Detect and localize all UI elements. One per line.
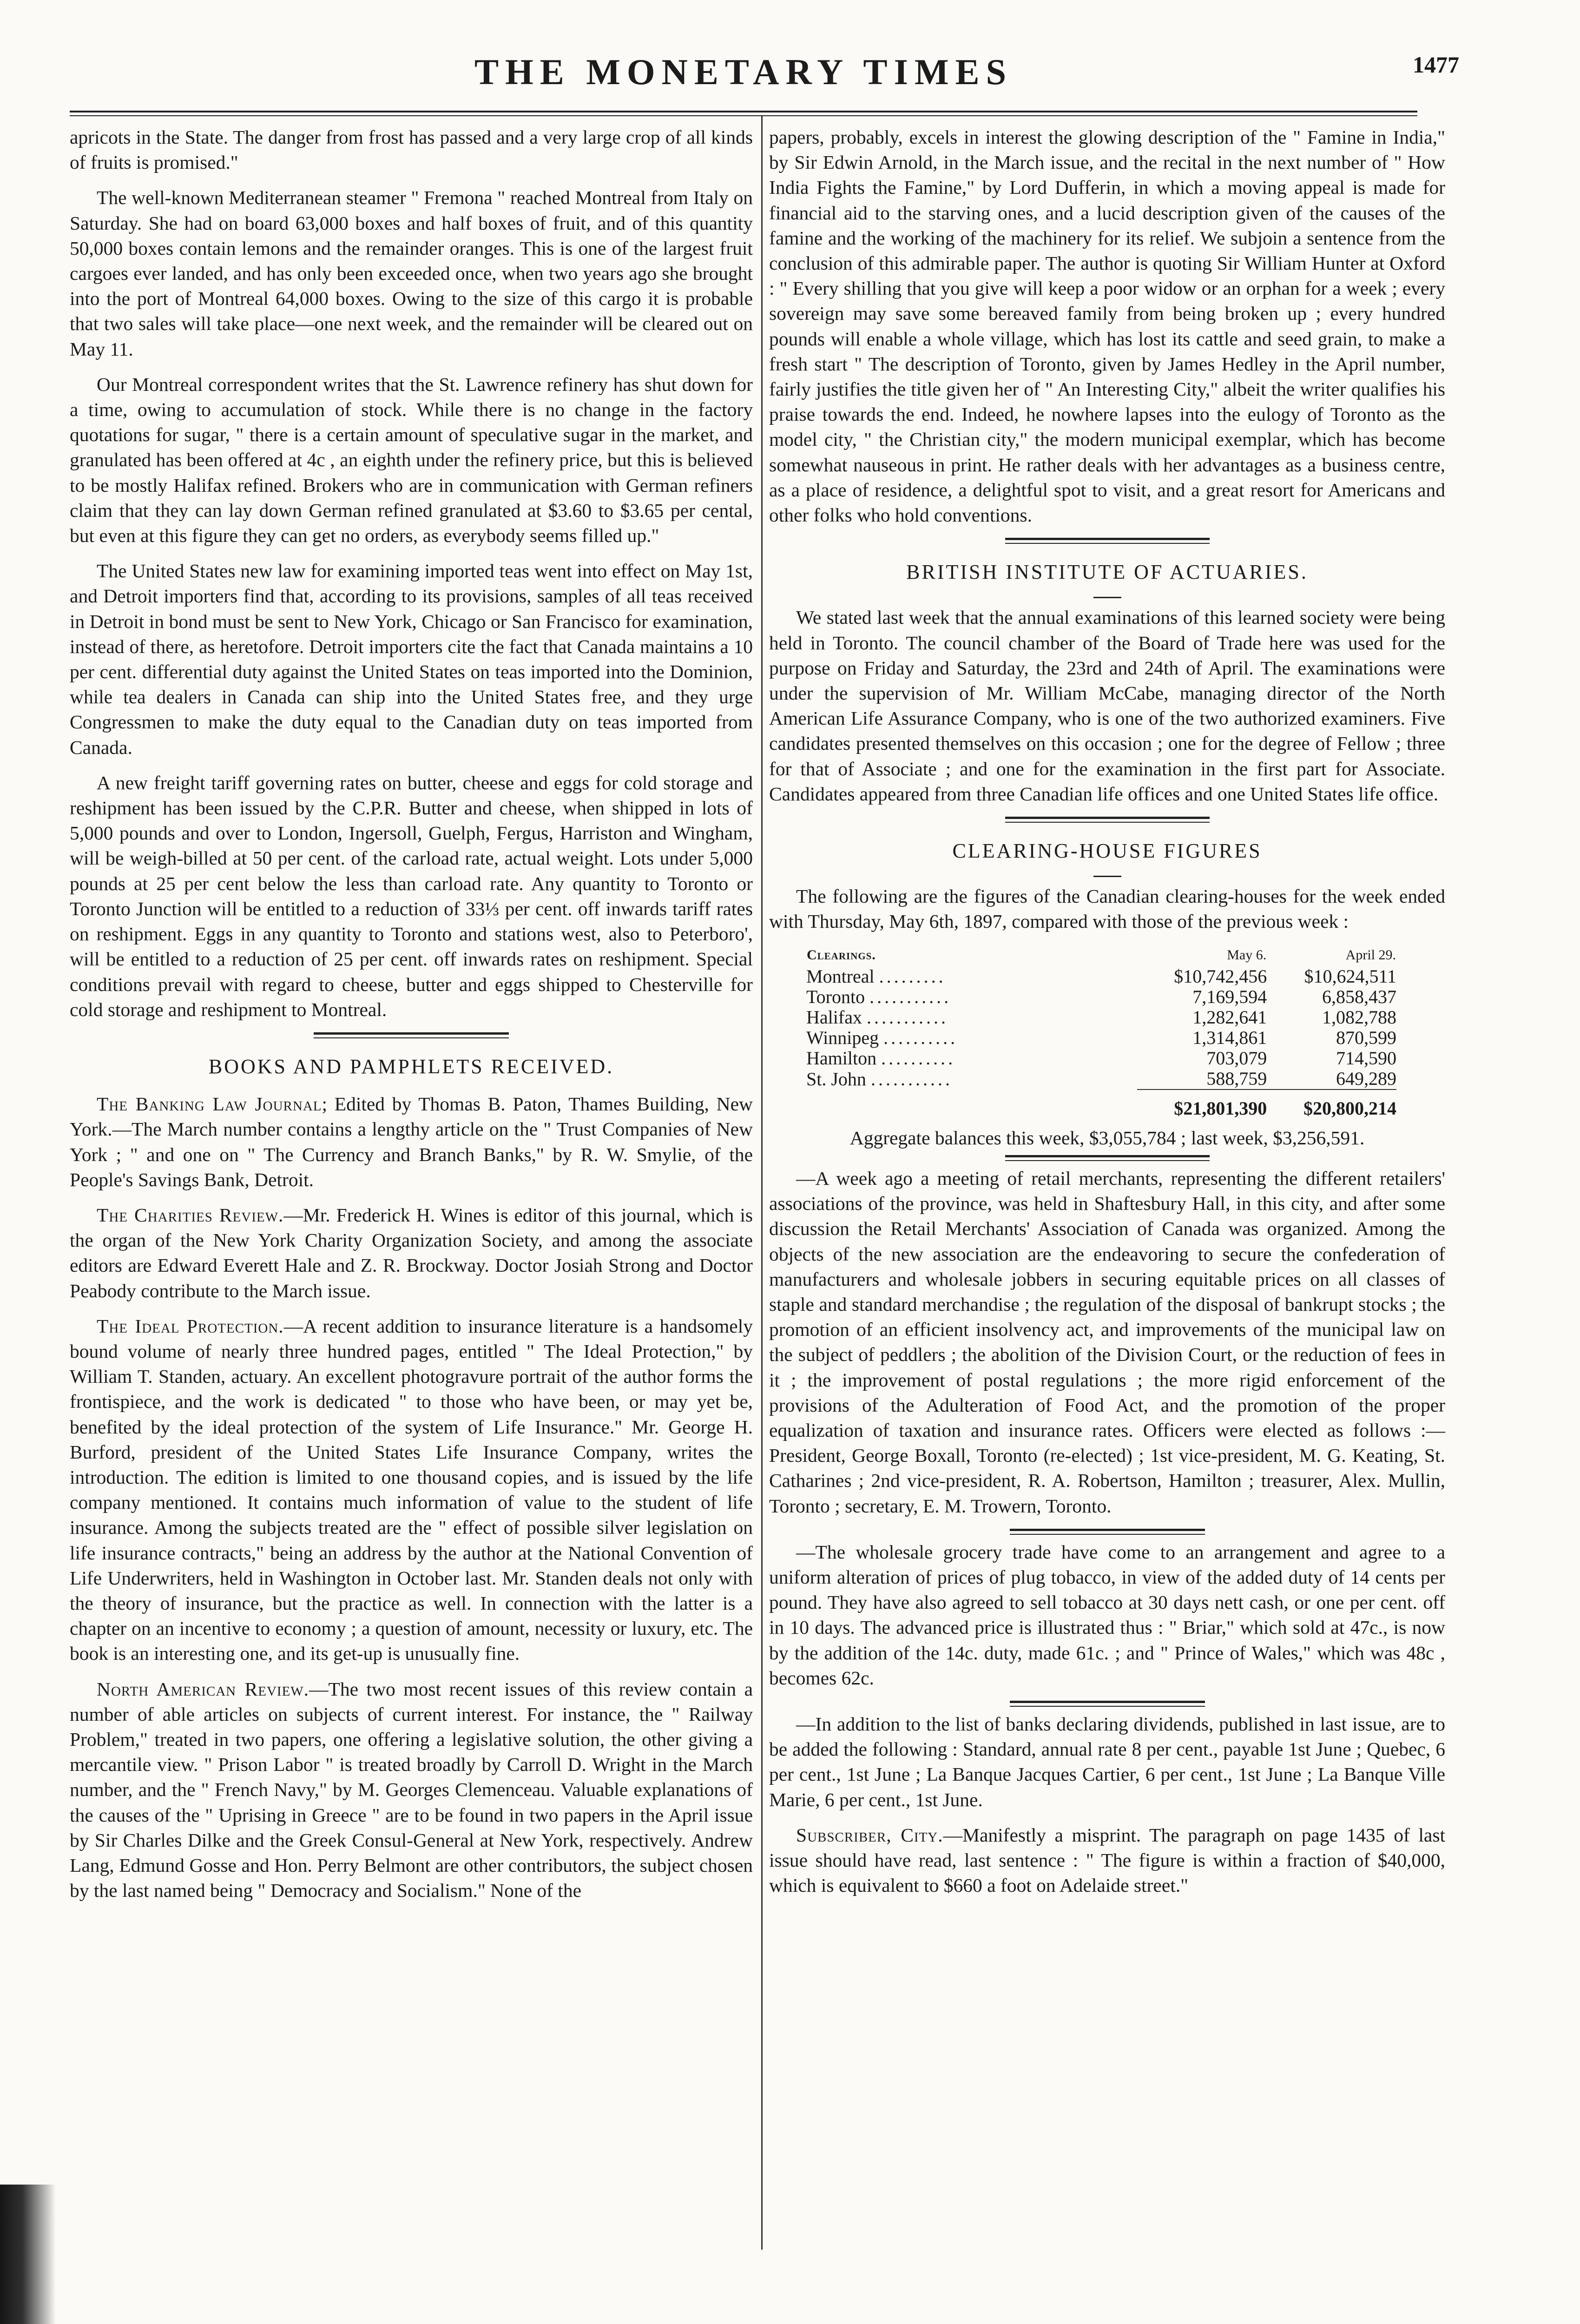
city-name: St. John — [806, 1068, 866, 1089]
masthead — [70, 51, 1459, 102]
april-value: $10,624,511 — [1304, 965, 1396, 987]
city-name: Hamilton — [806, 1048, 877, 1069]
book-title: The Banking Law Journal — [97, 1093, 322, 1115]
banks-paragraph: —In addition to the list of banks declaring dividends, published in last issue, are to be added the following : Standard, annual rate 8 per cent., payable 1st June ; Quebec, 6 per cent., 1st June ; La Banque Jacques Cartier, 6 per cent., 1st June ; La Banque Ville Marie, 6 per cent., 1st June. — [769, 1713, 1445, 1810]
may-value: 588,759 — [1137, 1069, 1267, 1089]
clearing-intro: The following are the figures of the Canadian clearing-houses for the week ended with Thursday, May 6th, 1897, compared with those of the previous week : — [769, 885, 1445, 932]
may-value: 703,079 — [1206, 1047, 1267, 1069]
section-rule — [1010, 1529, 1205, 1535]
table-row: Halifax ........... 1,282,641 1,082,788 — [806, 1006, 1396, 1028]
table-row: Toronto ........... 7,169,594 6,858,437 — [806, 986, 1396, 1007]
books-heading: BOOKS AND PAMPHLETS RECEIVED. — [208, 1055, 614, 1078]
april-value: 649,289 — [1267, 1069, 1396, 1089]
masthead-title: THE MONETARY TIMES — [474, 52, 1013, 92]
fremona-paragraph: The well-known Mediterranean steamer " Fremona " reached Montreal from Italy on Saturday. She had on board 63,000 boxes and half boxes of fruit, and of this quantity 50,000 boxes contain lemons and the remainder oranges. This is one of the largest fruit cargoes ever landed, and has only been exceeded once, when two years ago she brought into the port of Montreal 64,000 boxes. Owing to the size of this cargo it is probable that two sales will take place—one next week, and the remainder will be cleared out on May 11. — [70, 187, 753, 360]
subscriber-label: Subscriber, City. — [796, 1824, 943, 1846]
actuaries-heading: BRITISH INSTITUTE OF ACTUARIES. — [906, 561, 1308, 584]
total-may: $21,801,390 — [1174, 1097, 1267, 1119]
right-column — [769, 125, 1445, 1908]
book-entry-north-american — [70, 1677, 753, 1903]
column-divider — [761, 116, 763, 2250]
city-name: Montreal — [806, 966, 875, 987]
col-header-clearings: Clearings. — [807, 947, 876, 963]
subscriber-paragraph — [769, 1822, 1445, 1898]
clearing-table-header — [806, 944, 1396, 966]
book-entry-charities — [70, 1202, 753, 1303]
col-header-april: April 29. — [1345, 947, 1396, 963]
freight-tariff-paragraph: A new freight tariff governing rates on butter, cheese and eggs for cold storage and reshipment has been issued by the C.P.R. Butter and cheese, when shipped in lots of 5,000 pounds and over to London, Ingersoll, Guelph, Fergus, Harriston and Wingham, will be weigh-billed at 50 per cent. of the carload rate, actual weight. Lots under 5,000 pounds at 25 per cent below the less than carload rate. Any quantity to Toronto or Toronto Junction will be entitled to a reduction of 33⅓ per cent. off inwards tariff rates on reshipment. Eggs in any quantity to Toronto and stations west, also to Peterboro', will be entitled to a reduction of 25 per cent. off inwards rates on reshipment. Special conditions prevail with regard to cheese, butter and eggs shipped to Chesterville for cold storage and reshipment to Montreal. — [70, 772, 753, 1020]
book-title: The Ideal Protection. — [97, 1315, 284, 1337]
table-row: Hamilton .......... 703,079 714,590 — [806, 1047, 1396, 1069]
april-value: 870,599 — [1336, 1027, 1396, 1048]
city-name: Winnipeg — [806, 1027, 879, 1048]
grocery-paragraph: —The wholesale grocery trade have come to an arrangement and agree to a uniform alteration of prices of plug tobacco, in view of the added duty of 14 cents per pound. They have also agreed to sell tobacco at 30 days nett cash, or one per cent. off in 10 days. The advanced price is illustrated thus : " Briar," which sold at 47c., is now by the addition of the 14c. duty, made 61c. ; and " Prince of Wales," which was 48c , becomes 62c. — [769, 1541, 1445, 1689]
left-column — [70, 125, 753, 1913]
retail-merchants-paragraph: —A week ago a meeting of retail merchants, representing the different retailers' associations of the province, was held in Shaftesbury Hall, in this city, and after some discussion the Retail Merchants' Association of Canada was organized. Among the objects of the new association are the endeavoring to secure the confederation of manufacturers and wholesale jobbers in securing equitable prices on all classes of staple and standard merchandise ; the regulation of the disposal of bankrupt stocks ; the promotion of an efficient insolvency act, and improvements of the municipal law on the subject of peddlers ; the abolition of the Division Court, or the reduction of fees in it ; the improvement of postal regulations ; the more rigid enforcement of the provisions of the Adulteration of Food Act, and the promotion of the proper equalization of taxation and insurance rates. Officers were elected as follows :— President, George Boxall, Toronto (re-elected) ; 1st vice-president, M. G. Keating, St. Catharines ; 2nd vice-president, R. A. Robertson, Hamilton ; treasurer, Alex. Mullin, Toronto ; secretary, E. M. Trowern, Toronto. — [769, 1167, 1445, 1517]
may-value: $10,742,456 — [1174, 965, 1267, 987]
clearing-heading: CLEARING-HOUSE FIGURES — [952, 839, 1262, 863]
clearing-table — [806, 944, 1396, 1119]
tea-law-paragraph: The United States new law for examining imported teas went into effect on May 1st, and Detroit importers find that, according to its provisions, samples of all teas received in Detroit in bond must be sent to New York, Chicago or San Francisco for examination, instead of there, as heretofore. Detroit importers cite the fact that Canada maintains a 10 per cent. differential duty against the United States on teas imported into the Dominion, while tea dealers in Canada can ship into the United States free, and they urge Congressmen to make the duty equal to the Canadian duty on teas imported from Canada. — [70, 560, 753, 758]
book-description: —Mr. Frederick H. Wines is editor of this journal, which is the organ of the New York Charity Organization Society, and among the associate editors are Edward Everett Hale and Z. R. Brockway. Doctor Josiah Strong and Doctor Peabody contribute to the March issue. — [70, 1204, 753, 1301]
heading-underline — [1093, 597, 1121, 598]
col-header-may: May 6. — [1227, 947, 1267, 963]
fruit-continuation: apricots in the State. The danger from frost has passed and a very large crop of all kinds of fruits is promised." — [70, 126, 753, 173]
book-title: The Charities Review. — [97, 1204, 284, 1226]
april-value: 6,858,437 — [1322, 986, 1396, 1007]
book-entry-ideal-protection — [70, 1314, 753, 1666]
totals-row — [806, 1089, 1396, 1119]
may-value: 7,169,594 — [1192, 986, 1267, 1007]
masthead-rule-thin — [70, 115, 1417, 116]
page-binding-shadow — [0, 2185, 56, 2324]
table-row: Montreal ......... $10,742,456 $10,624,511 — [806, 965, 1396, 987]
book-description: —A recent addition to insurance literature is a handsomely bound volume of nearly three hundred pages, entitled " The Ideal Protection," by William T. Standen, actuary. An excellent photogravure portrait of the author forms the frontispiece, and the work is dedicated " to those who have been, or may yet be, benefited by the ideal protection of the system of Life Insurance." Mr. George H. Burford, president of the United States Life Insurance Company, writes the introduction. The edition is limited to one thousand copies, and is issued by the life company mentioned. It contains much information of value to the student of life insurance. Among the subjects treated are the " effect of possible silver legislation on life insurance contracts," being an address by the author at the National Convention of Life Underwriters, held in Washington in October last. Mr. Standen deals not only with the theory of insurance, but the practice as well. In connection with the latter is a chapter on an incentive to economy ; a question of amount, necessity or luxury, etc. The book is an interesting one, and its get-up is unusually fine. — [70, 1315, 753, 1664]
section-rule — [1005, 1155, 1210, 1161]
may-value: 1,314,861 — [1192, 1027, 1267, 1048]
city-name: Halifax — [806, 1007, 862, 1028]
masthead-rule — [70, 111, 1417, 112]
heading-underline — [1093, 876, 1121, 877]
section-rule — [1005, 817, 1210, 823]
aggregate-balances: Aggregate balances this week, $3,055,784 ; last week, $3,256,591. — [849, 1127, 1365, 1149]
review-continuation: papers, probably, excels in interest the glowing description of the " Famine in India," by Sir Edwin Arnold, in the March issue, and the recital in the next number of " How India Fights the Famine," by Lord Dufferin, in which a moving appeal is made for financial aid to the starving ones, and a lucid description given of the causes of the famine and the working of the machinery for its relief. We subjoin a sentence from the conclusion of this admirable paper. The author is quoting Sir William Hunter at Oxford : " Every shilling that you give will keep a poor widow or an orphan for a week ; every sovereign may save some bereaved family from being broken up ; every hundred pounds will enable a whole village, which has lost its cattle and seed grain, to make a fresh start " The description of Toronto, given by James Hedley in the April number, fairly justifies the title given her of " An Interesting City," albeit the writer qualifies his praise towards the end. Indeed, he nowhere lapses into the eulogy of Toronto as the model city, " the Christian city," the modern municipal exemplar, which has become somewhat nauseous in print. He rather deals with her advantages as a business centre, as a place of residence, a delightful spot to visit, and a great resort for Americans and other folks who hold conventions. — [769, 126, 1445, 526]
city-name: Toronto — [806, 986, 865, 1007]
page-number: 1477 — [1413, 52, 1459, 78]
section-rule — [1010, 1701, 1205, 1707]
book-description: —The two most recent issues of this review contain a number of able articles on subjects of current interest. For instance, the " Railway Problem," treated in two papers, one offering a legislative solution, the other giving a mercantile view. " Prison Labor " is treated broadly by Carroll D. Wright in the March number, and the " French Navy," by M. Georges Clemenceau. Valuable explanations of the causes of the " Uprising in Greece " are to be found in two papers in the April issue by Sir Charles Dilke and the Greek Consul-General at New York, respectively. Andrew Lang, Edmund Gosse and Hon. Perry Belmont are other contributors, the subject chosen by the last named being " Democracy and Socialism." None of the — [70, 1678, 753, 1901]
table-row: St. John ........... 588,759 649,289 — [806, 1068, 1396, 1089]
april-value: 714,590 — [1336, 1047, 1396, 1069]
may-value: 1,282,641 — [1192, 1006, 1267, 1028]
total-april: $20,800,214 — [1304, 1097, 1396, 1119]
refinery-paragraph: Our Montreal correspondent writes that the St. Lawrence refinery has shut down for a time, owing to accumulation of stock. While there is no change in the factory quotations for sugar, " there is a certain amount of speculative sugar in the market, and granulated has been offered at 4c , an eighth under the refinery price, but this is believed to be mostly Halifax refined. Brokers who are in communication with German refiners claim that they can lay down German refined granulated at $3.60 to $3.65 per cental, but even at this figure they can get no orders, as everybody seems filled up." — [70, 373, 753, 547]
book-description: ; Edited by Thomas B. Paton, Thames Building, New York.—The March number contains a lengthy article on the " Trust Companies of New York ; " and one on " The Currency and Branch Banks," by R. W. Smylie, of the People's Savings Bank, Detroit. — [70, 1093, 753, 1190]
subscriber-reply: —Manifestly a misprint. The paragraph on page 1435 of last issue should have read, last sentence : " The figure is within a fraction of $40,000, which is equivalent to $660 a foot on Adelaide street." — [769, 1824, 1445, 1896]
book-title: North American Review. — [97, 1678, 309, 1700]
table-row: Winnipeg .......... 1,314,861 870,599 — [806, 1027, 1396, 1048]
section-rule — [314, 1032, 509, 1038]
april-value: 1,082,788 — [1322, 1006, 1396, 1028]
book-entry-banking — [70, 1091, 753, 1192]
actuaries-paragraph: We stated last week that the annual examinations of this learned society were being held in Toronto. The council chamber of the Board of Trade here was used for the purpose on Friday and Saturday, the 23rd and 24th of April. The examinations were under the supervision of Mr. William McCabe, managing director of the North American Life Assurance Company, who is one of the two authorized examiners. Five candidates presented themselves on this occasion ; one for the degree of Fellow ; three for that of Associate ; and one for the examination in the first part for Associate. Candidates appeared from three Canadian life offices and one United States life office. — [769, 607, 1445, 805]
section-rule — [1005, 538, 1210, 544]
